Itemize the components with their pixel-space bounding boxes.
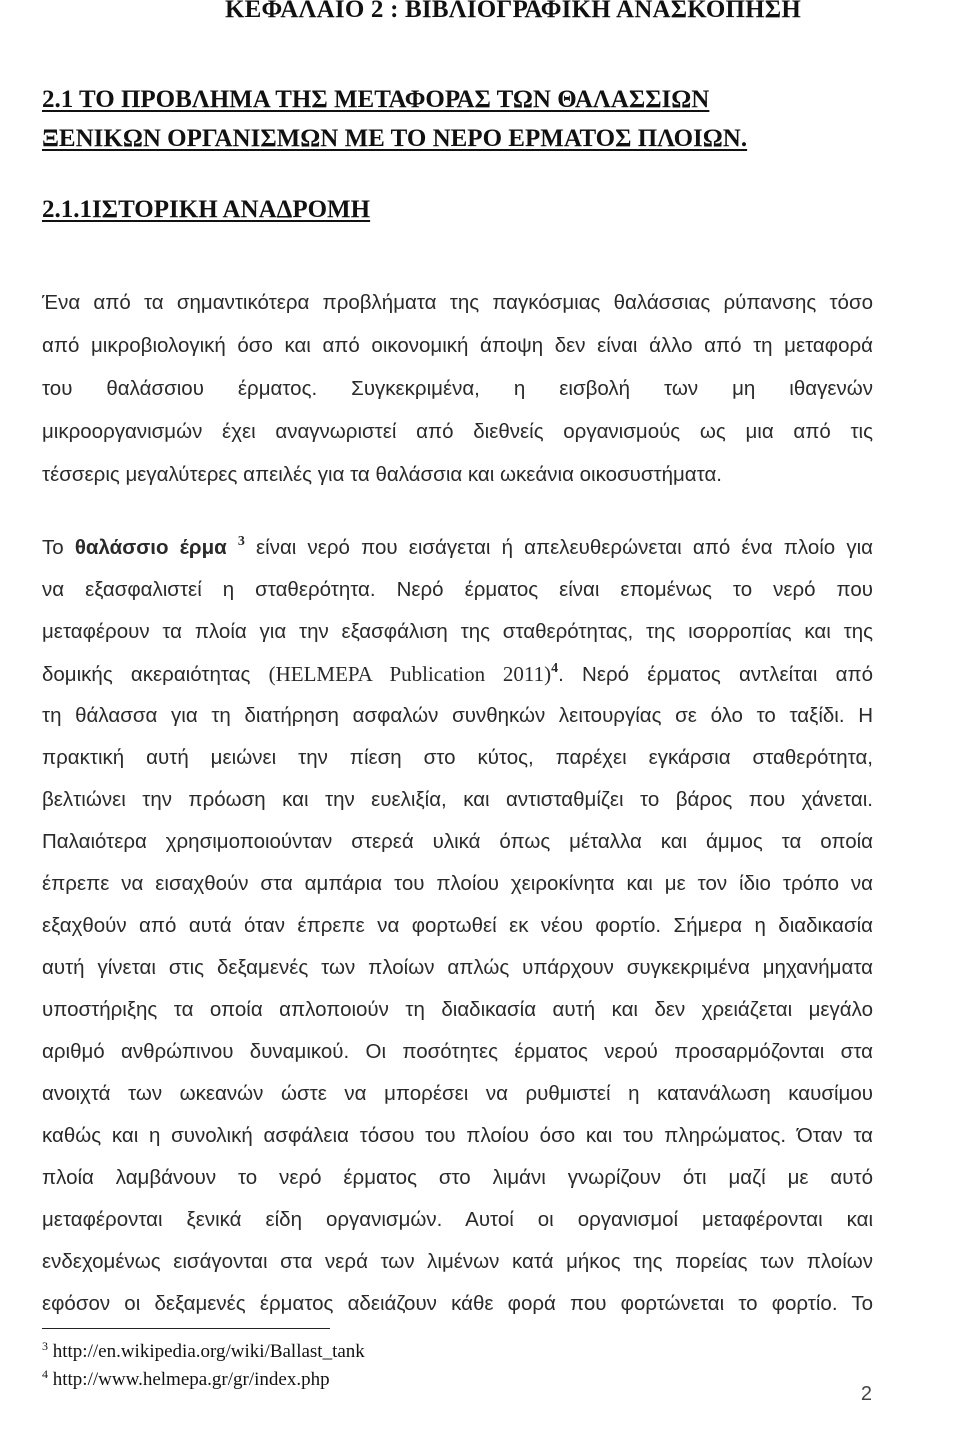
paragraph-line: τέσσερις μεγαλύτερες απειλές για τα θαλάσσια και ωκεάνια οικοσυστήματα.	[42, 463, 723, 486]
footnote-separator	[42, 1328, 330, 1329]
paragraph-line: ενδεχομένως εισάγονται στα νερά των λιμένων κατά μήκος της πορείας των πλοίων	[42, 1250, 873, 1273]
paragraph-line: έπρεπε να εισαχθούν στα αμπάρια του πλοίου χειροκίνητα και με τον ίδιο τρόπο να	[42, 872, 873, 895]
paragraph-line: του θαλάσσιου έρματος. Συγκεκριμένα, η εισβολή των μη ιθαγενών	[42, 377, 873, 400]
paragraph-intro	[42, 281, 873, 496]
subsection-title: 2.1.1ΙΣΤΟΡΙΚΗ ΑΝΑΔΡΟΜΗ	[42, 196, 371, 223]
footnote-3	[42, 1338, 365, 1366]
paragraph-line: από μικροβιολογική όσο και από οικονομική άποψη δεν είναι άλλο από τη μεταφορά	[42, 334, 873, 357]
paragraph-line: να εξασφαλιστεί η σταθερότητα. Νερό έρματος είναι επομένως το νερό που	[42, 578, 873, 601]
paragraph-line: τη θάλασσα για τη διατήρηση ασφαλών συνθηκών λειτουργίας σε όλο το ταξίδι. Η	[42, 704, 873, 727]
paragraph-line	[42, 527, 873, 569]
paragraph-line: εξαχθούν από αυτά όταν έπρεπε να φορτωθεί εκ νέου φορτίο. Σήμερα η διαδικασία	[42, 914, 873, 937]
paragraph-ballast	[42, 527, 873, 1325]
chapter-title: ΚΕΦΑΛΑΙΟ 2 : ΒΙΒΛΙΟΓΡΑΦΙΚΗ ΑΝΑΣΚΟΠΗΣΗ	[225, 0, 801, 23]
section-title	[42, 80, 747, 158]
paragraph-line: Παλαιότερα χρησιμοποιούνταν στερεά υλικά όπως μέταλλα και άμμος τα οποία	[42, 830, 873, 853]
paragraph-line: Ένα από τα σημαντικότερα προβλήματα της παγκόσμιας θαλάσσιας ρύπανσης τόσο	[42, 291, 873, 314]
paragraph-line: ανοιχτά των ωκεανών ώστε να μπορέσει να ρυθμιστεί η κατανάλωση καυσίμου	[42, 1082, 873, 1105]
paragraph-line: πλοία λαμβάνουν το νερό έρματος στο λιμάνι γνωρίζουν ότι μαζί με αυτό	[42, 1166, 873, 1189]
footnote-ref-3: 3	[237, 534, 245, 549]
paragraph-line: πρακτική αυτή μειώνει την πίεση στο κύτος, παρέχει εγκάρσια σταθερότητα,	[42, 746, 873, 769]
paragraph-line: αριθμό ανθρώπινου δυναμικού. Οι ποσότητες έρματος νερού προσαρμόζονται στα	[42, 1040, 873, 1063]
footnote-link[interactable]: http://www.helmepa.gr/gr/index.php	[48, 1369, 330, 1390]
line-text: . Νερό έρματος αντλείται από	[558, 663, 873, 686]
footnote-number: 3	[42, 1339, 48, 1353]
line-text: δομικής ακεραιότητας	[42, 663, 269, 686]
paragraph-line: μεταφέρονται ξενικά είδη οργανισμών. Αυτοί οι οργανισμοί μεταφέρονται και	[42, 1208, 873, 1231]
line-text: είναι νερό που εισάγεται ή απελευθερώνεται από ένα πλοίο για	[244, 536, 873, 559]
citation: (HELMEPA Publication 2011)	[268, 662, 552, 686]
page-number: 2	[860, 1383, 872, 1405]
paragraph-line: μικροοργανισμών έχει αναγνωριστεί από διεθνείς οργανισμούς ως μια από τις	[42, 420, 873, 443]
paragraph-line: υποστήριξης τα οποία απλοποιούν τη διαδικασία αυτή και δεν χρειάζεται μεγάλο	[42, 998, 873, 1021]
section-title-line-1: 2.1 ΤΟ ΠΡΟΒΛΗΜΑ ΤΗΣ ΜΕΤΑΦΟΡΑΣ ΤΩΝ ΘΑΛΑΣΣΙΩΝ	[42, 86, 710, 113]
paragraph-line	[42, 653, 873, 695]
line-text: Το	[42, 536, 75, 559]
term-ballast-water: θαλάσσιο έρμα	[74, 536, 227, 559]
paragraph-line: αυτή γίνεται στις δεξαμενές των πλοίων απλώς υπάρχουν συγκεκριμένα μηχανήματα	[42, 956, 873, 979]
footnote-number: 4	[42, 1367, 48, 1381]
section-title-line-2: ΞΕΝΙΚΩΝ ΟΡΓΑΝΙΣΜΩΝ ΜΕ ΤΟ ΝΕΡΟ ΕΡΜΑΤΟΣ ΠΛΟΙΩΝ.	[42, 125, 748, 152]
paragraph-line: εφόσον οι δεξαμενές έρματος αδειάζουν κάθε φορά που φορτώνεται το φορτίο. Το	[42, 1292, 873, 1315]
paragraph-line: μεταφέρουν τα πλοία για την εξασφάλιση της σταθερότητας, της ισορροπίας και της	[42, 620, 873, 643]
paragraph-line: καθώς και η συνολική ασφάλεια τόσου του πλοίου όσο και του πληρώματος. Όταν τα	[42, 1124, 873, 1147]
footnotes	[42, 1338, 365, 1394]
footnote-4	[42, 1366, 365, 1394]
footnote-ref-4: 4	[551, 661, 559, 676]
paragraph-line: βελτιώνει την πρόωση και την ευελιξία, και αντισταθμίζει το βάρος που χάνεται.	[42, 788, 873, 811]
footnote-link[interactable]: http://en.wikipedia.org/wiki/Ballast_tank	[48, 1341, 365, 1362]
